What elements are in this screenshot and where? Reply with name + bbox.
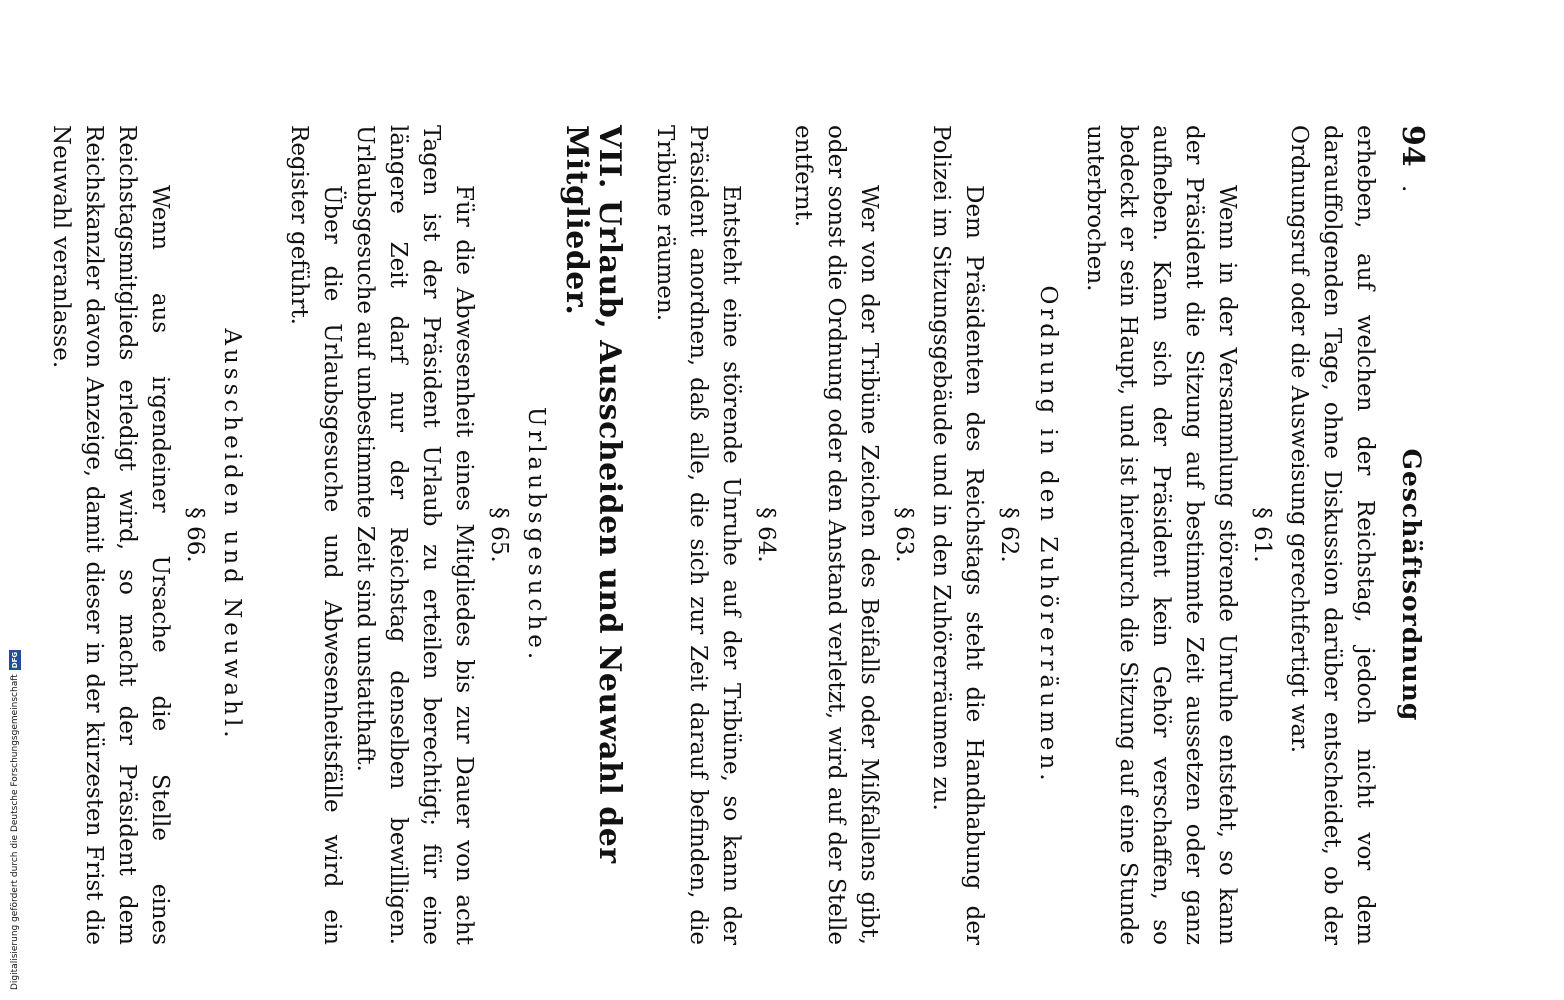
section-61-text: Wenn in der Versammlung störende Unruhe entsteht, so kann der Präsident die Sitzung auf bestimmte Zeit aussetzen oder ganz aufheben. Kann sich der Präsident kein Gehör verschaffen, so bedeckt er sein Haupt, und ist hierdurch die Sitzung auf eine Stunde unterbrochen.: [1082, 125, 1240, 945]
spacer: [256, 125, 282, 945]
section-66-text: Wenn aus irgendeiner Ursache die Stelle eines Reichstagsmitglieds erledigt wird, so macht der Präsident dem Reichskanzler davon Anzeige, damit dieser in der kürzesten Frist die Neuwahl veranlasse.: [48, 125, 173, 945]
section-number-64: § 64.: [753, 507, 779, 563]
page-header: [1393, 125, 1429, 945]
digitization-credit-text: [8, 606, 22, 990]
heading-urlaubsgesuche: Urlaubsgesuche.: [523, 406, 549, 664]
section-number-61: § 61.: [1249, 507, 1275, 563]
dfg-logo: DFG: [11, 651, 19, 669]
paragraph-intro: erheben, auf welchen der Reichstag, jedoch nicht vor dem darauffolgenden Tage, ohne Diskussion darüber entscheidet, ob der Ordnungsruf oder die Ausweisung gerechtfertigt war.: [1286, 125, 1378, 945]
chapter-heading-vii: VII. Urlaub, Ausscheiden und Neuwahl der Mitglieder.: [559, 125, 627, 864]
section-63-text: Wer von der Tribüne Zeichen des Beifalls oder Mißfallens gibt, oder sonst die Ordnung oder den Anstand verletzt, wird auf der Stelle entfernt.: [790, 125, 882, 945]
section-64-text: Entsteht eine störende Unruhe auf der Tribüne, so kann der Präsident anordnen, daß alle, die sich zur Zeit darauf befinden, die Tribüne räumen.: [652, 125, 744, 945]
heading-ausscheiden: Ausscheiden und Neuwahl.: [219, 328, 245, 742]
credit-text: Digitalisierung gefördert durch die Deutsche Forschungsgemeinschaft: [10, 674, 20, 990]
page-number: 94: [1395, 125, 1430, 167]
header-dot: .: [1397, 185, 1423, 193]
section-number-62: § 62.: [996, 507, 1022, 563]
section-number-66: § 66.: [182, 507, 208, 563]
section-number-63: § 63.: [891, 507, 917, 563]
page-content: [44, 125, 1429, 945]
digitization-credit: [8, 606, 22, 990]
section-62-text: Dem Präsidenten des Reichstags steht die Handhabung der Polizei im Sitzungsgebäude und in den Zuhörerräumen zu.: [928, 125, 987, 945]
section-65-text-2: Über die Urlaubsgesuche und Abwesenheitsfälle wird ein Register geführt.: [286, 125, 345, 945]
running-head: Geschäftsordnung: [1397, 448, 1426, 722]
heading-zuhoererraeume: Ordnung in den Zuhörerräumen.: [1035, 285, 1061, 785]
section-number-65: § 65.: [486, 507, 512, 563]
section-65-text-1: Für die Abwesenheit eines Mitgliedes bis zur Dauer von acht Tagen ist der Präsident Urlaub zu erteilen berechtigt; für eine längere Zeit darf nur der Reichstag denselben bewilligen. Urlaubsgesuche auf unbestimmte Zeit sind unstatthaft.: [352, 125, 477, 945]
